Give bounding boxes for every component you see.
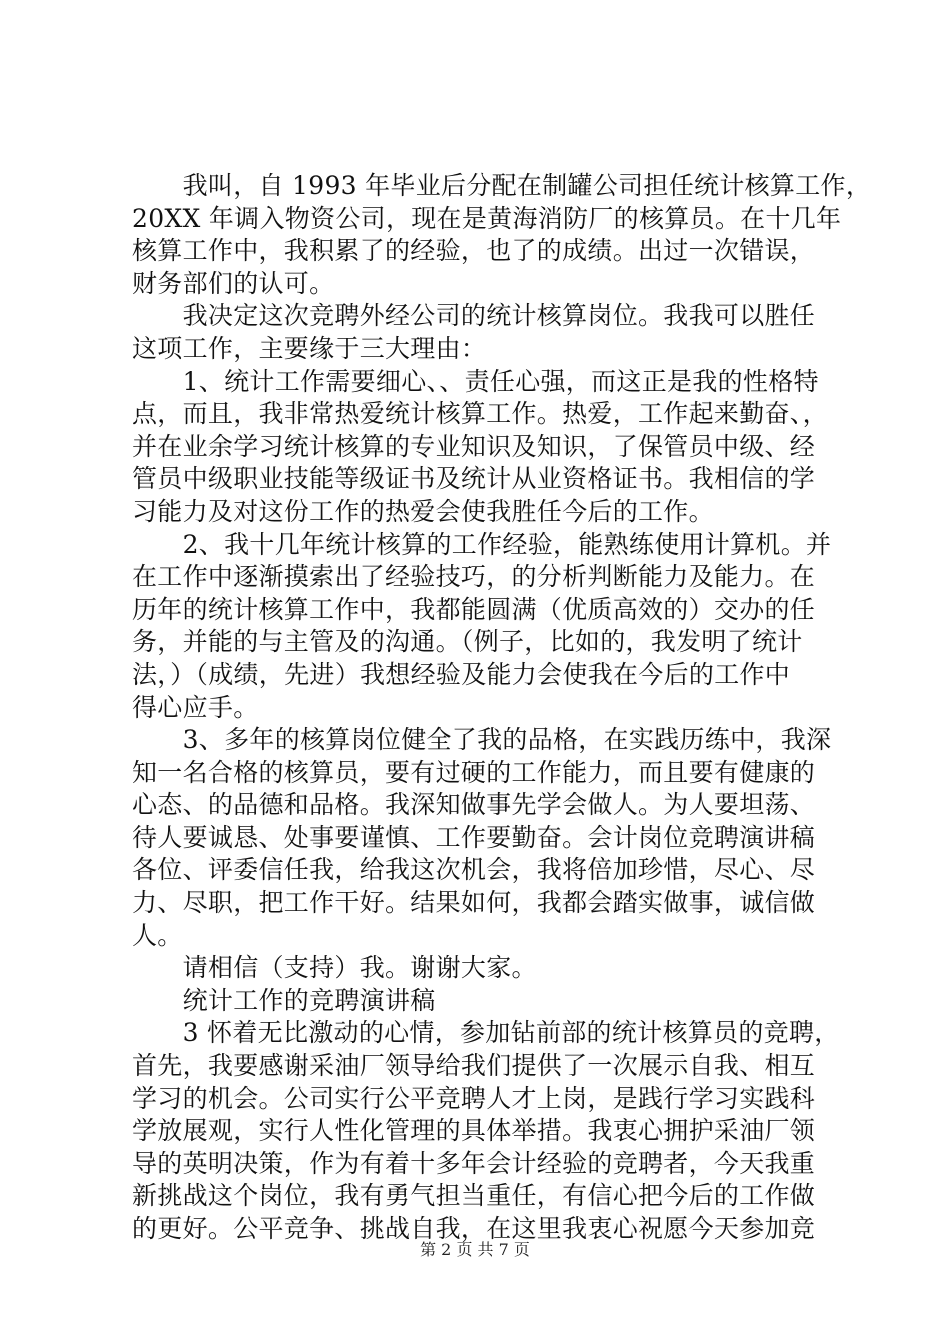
text-line: 核算工作中，我积累了的经验，也了的成绩。出过一次错误，: [132, 236, 816, 266]
text-line: 的更好。公平竞争、挑战自我，在这里我衷心祝愿今天参加竞: [132, 1214, 816, 1243]
text-line: 在工作中逐渐摸索出了经验技巧，的分析判断能力及能力。在: [132, 562, 816, 592]
text-line: 各位、评委信任我，给我这次机会，我将倍加珍惜，尽心、尽: [132, 855, 816, 885]
text-line: 点，而且，我非常热爱统计核算工作。热爱，工作起来勤奋、，: [132, 399, 828, 429]
text-line: 并在业余学习统计核算的专业知识及知识，了保管员中级、经: [132, 431, 816, 461]
text-line: 待人要诚恳、处事要谨慎、工作要勤奋。会计岗位竞聘演讲稿: [132, 822, 816, 852]
text-line: 学习的机会。公司实行公平竞聘人才上岗，是践行学习实践科: [132, 1083, 816, 1113]
text-line: 请相信（支持）我。谢谢大家。: [132, 953, 537, 983]
text-line: 力、尽职，把工作干好。结果如何，我都会踏实做事，诚信做: [132, 888, 816, 918]
text-line: 我决定这次竞聘外经公司的统计核算岗位。我我可以胜任: [132, 301, 816, 331]
text-line: 2、我十几年统计核算的工作经验，能熟练使用计算机。并: [132, 529, 832, 559]
text-line: 历年的统计核算工作中，我都能圆满（优质高效的）交办的任: [132, 594, 816, 624]
text-line: 1、统计工作需要细心、、责任心强，而这正是我的性格特: [132, 366, 819, 396]
text-line: 学放展观，实行人性化管理的具体举措。我衷心拥护采油厂领: [132, 1116, 816, 1146]
text-line: 法，）（成绩，先进）我想经验及能力会使我在今后的工作中: [132, 659, 791, 689]
text-line: 导的英明决策，作为有着十多年会计经验的竞聘者，今天我重: [132, 1148, 816, 1178]
text-line: 心态、的品德和品格。我深知做事先学会做人。为人要坦荡、: [132, 790, 816, 820]
text-line: 得心应手。: [132, 692, 259, 722]
text-line: 新挑战这个岗位，我有勇气担当重任，有信心把今后的工作做: [132, 1181, 816, 1211]
text-line: 3 怀着无比激动的心情，参加钻前部的统计核算员的竞聘，: [132, 1018, 840, 1048]
text-line: 统计工作的竞聘演讲稿: [132, 985, 436, 1015]
text-line: 3、多年的核算岗位健全了我的品格，在实践历练中，我深: [132, 725, 832, 755]
text-line: 务，并能的与主管及的沟通。（例子，比如的，我发明了统计: [132, 627, 803, 657]
text-line: 20XX 年调入物资公司，现在是黄海消防厂的核算员。在十几年: [132, 203, 842, 233]
text-line: 人。: [132, 920, 183, 950]
text-line: 习能力及对这份工作的热爱会使我胜任今后的工作。: [132, 496, 714, 526]
text-line: 知一名合格的核算员，要有过硬的工作能力，而且要有健康的: [132, 757, 816, 787]
text-line: 这项工作，主要缘于三大理由：: [132, 333, 487, 363]
page-footer: 第 2 页 共 7 页: [420, 1240, 530, 1259]
text-line: 管员中级职业技能等级证书及统计从业资格证书。我相信的学: [132, 464, 816, 494]
text-line: 首先，我要感谢采油厂领导给我们提供了一次展示自我、相互: [132, 1051, 816, 1081]
text-line: 我叫，自 1993 年毕业后分配在制罐公司担任统计核算工作，: [132, 171, 872, 200]
document-body: [132, 170, 872, 1246]
text-line: 财务部们的认可。: [132, 268, 335, 298]
